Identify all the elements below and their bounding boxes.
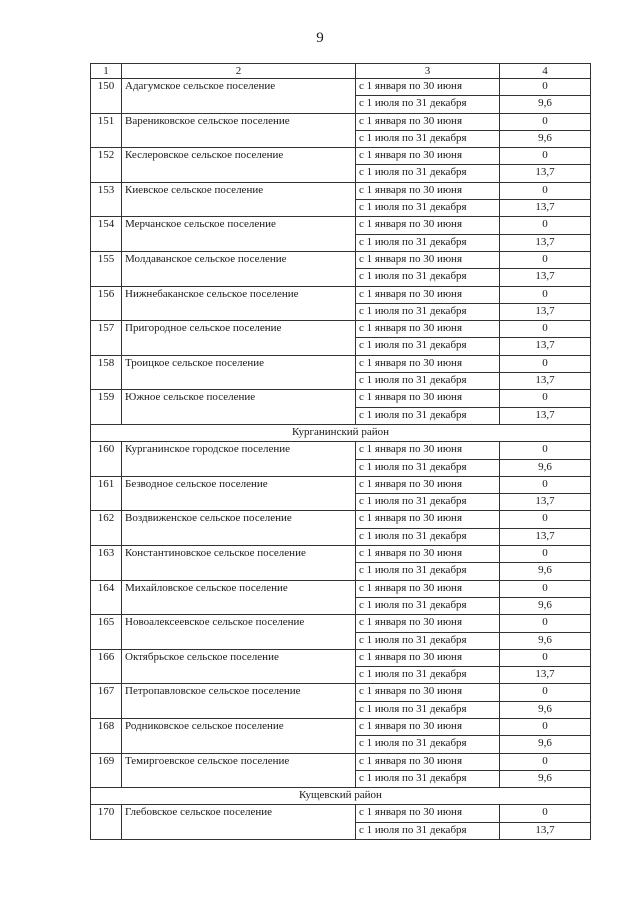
value-cell: 9,6	[500, 770, 591, 787]
period-cell: с 1 января по 30 июня	[356, 148, 500, 165]
period-cell: с 1 января по 30 июня	[356, 355, 500, 372]
value-cell: 0	[500, 286, 591, 303]
period-cell: с 1 июля по 31 декабря	[356, 96, 500, 113]
period-cell: с 1 июля по 31 декабря	[356, 667, 500, 684]
table-row	[91, 217, 591, 234]
period-cell: с 1 июля по 31 декабря	[356, 494, 500, 511]
row-number: 155	[91, 251, 122, 286]
value-cell: 0	[500, 148, 591, 165]
period-cell: с 1 января по 30 июня	[356, 649, 500, 666]
settlement-name: Троицкое сельское поселение	[122, 355, 356, 390]
settlement-name: Октябрьское сельское поселение	[122, 649, 356, 684]
period-cell: с 1 июля по 31 декабря	[356, 407, 500, 424]
value-cell: 0	[500, 251, 591, 268]
district-row	[91, 424, 591, 441]
value-cell: 0	[500, 684, 591, 701]
value-cell: 13,7	[500, 338, 591, 355]
value-cell: 9,6	[500, 597, 591, 614]
table-row	[91, 113, 591, 130]
value-cell: 9,6	[500, 632, 591, 649]
period-cell: с 1 июля по 31 декабря	[356, 597, 500, 614]
value-cell: 9,6	[500, 736, 591, 753]
period-cell: с 1 января по 30 июня	[356, 217, 500, 234]
settlement-name: Михайловское сельское поселение	[122, 580, 356, 615]
table-body	[91, 64, 591, 840]
period-cell: с 1 января по 30 июня	[356, 753, 500, 770]
period-cell: с 1 июля по 31 декабря	[356, 373, 500, 390]
header-row	[91, 64, 591, 79]
value-cell: 0	[500, 718, 591, 735]
row-number: 163	[91, 546, 122, 581]
row-number: 164	[91, 580, 122, 615]
table-row	[91, 321, 591, 338]
value-cell: 13,7	[500, 165, 591, 182]
value-cell: 9,6	[500, 96, 591, 113]
period-cell: с 1 января по 30 июня	[356, 321, 500, 338]
table-row	[91, 805, 591, 822]
settlements-table	[90, 63, 591, 840]
value-cell: 13,7	[500, 200, 591, 217]
period-cell: с 1 июля по 31 декабря	[356, 200, 500, 217]
period-cell: с 1 января по 30 июня	[356, 251, 500, 268]
period-cell: с 1 января по 30 июня	[356, 476, 500, 493]
table-row	[91, 442, 591, 459]
table-row	[91, 286, 591, 303]
period-cell: с 1 июля по 31 декабря	[356, 303, 500, 320]
value-cell: 9,6	[500, 563, 591, 580]
page-number: 9	[316, 30, 324, 46]
settlement-name: Пригородное сельское поселение	[122, 321, 356, 356]
table-row	[91, 718, 591, 735]
value-cell: 9,6	[500, 459, 591, 476]
value-cell: 13,7	[500, 494, 591, 511]
period-cell: с 1 июля по 31 декабря	[356, 269, 500, 286]
value-cell: 9,6	[500, 701, 591, 718]
period-cell: с 1 июля по 31 декабря	[356, 770, 500, 787]
value-cell: 0	[500, 546, 591, 563]
district-row	[91, 788, 591, 805]
period-cell: с 1 января по 30 июня	[356, 718, 500, 735]
period-cell: с 1 июля по 31 декабря	[356, 563, 500, 580]
settlement-name: Воздвиженское сельское поселение	[122, 511, 356, 546]
period-cell: с 1 января по 30 июня	[356, 113, 500, 130]
row-number: 168	[91, 718, 122, 753]
value-cell: 9,6	[500, 130, 591, 147]
value-cell: 0	[500, 753, 591, 770]
settlement-name: Нижнебаканское сельское поселение	[122, 286, 356, 321]
period-cell: с 1 января по 30 июня	[356, 580, 500, 597]
value-cell: 0	[500, 615, 591, 632]
table-row	[91, 753, 591, 770]
period-cell: с 1 июля по 31 декабря	[356, 130, 500, 147]
row-number: 160	[91, 442, 122, 477]
period-cell: с 1 июля по 31 декабря	[356, 165, 500, 182]
row-number: 166	[91, 649, 122, 684]
value-cell: 0	[500, 182, 591, 199]
period-cell: с 1 июля по 31 декабря	[356, 822, 500, 839]
value-cell: 13,7	[500, 822, 591, 839]
row-number: 159	[91, 390, 122, 425]
period-cell: с 1 июля по 31 декабря	[356, 338, 500, 355]
value-cell: 0	[500, 390, 591, 407]
district-heading: Кущевский район	[91, 788, 591, 805]
value-cell: 0	[500, 113, 591, 130]
table-row	[91, 684, 591, 701]
period-cell: с 1 июля по 31 декабря	[356, 528, 500, 545]
period-cell: с 1 января по 30 июня	[356, 286, 500, 303]
settlement-name: Безводное сельское поселение	[122, 476, 356, 511]
period-cell: с 1 января по 30 июня	[356, 390, 500, 407]
table-row	[91, 511, 591, 528]
value-cell: 13,7	[500, 373, 591, 390]
value-cell: 0	[500, 442, 591, 459]
table-row	[91, 476, 591, 493]
period-cell: с 1 июля по 31 декабря	[356, 234, 500, 251]
settlement-name: Константиновское сельское поселение	[122, 546, 356, 581]
settlement-name: Новоалексеевское сельское поселение	[122, 615, 356, 650]
value-cell: 13,7	[500, 528, 591, 545]
settlement-name: Варениковское сельское поселение	[122, 113, 356, 148]
settlement-name: Южное сельское поселение	[122, 390, 356, 425]
period-cell: с 1 июля по 31 декабря	[356, 459, 500, 476]
settlement-name: Темиргоевское сельское поселение	[122, 753, 356, 788]
period-cell: с 1 июля по 31 декабря	[356, 736, 500, 753]
settlement-name: Молдаванское сельское поселение	[122, 251, 356, 286]
value-cell: 0	[500, 511, 591, 528]
settlement-name: Киевское сельское поселение	[122, 182, 356, 217]
value-cell: 0	[500, 355, 591, 372]
period-cell: с 1 июля по 31 декабря	[356, 701, 500, 718]
settlement-name: Кеслеровское сельское поселение	[122, 148, 356, 183]
row-number: 151	[91, 113, 122, 148]
period-cell: с 1 января по 30 июня	[356, 442, 500, 459]
row-number: 161	[91, 476, 122, 511]
row-number: 169	[91, 753, 122, 788]
value-cell: 13,7	[500, 303, 591, 320]
header-cell: 3	[356, 64, 500, 79]
value-cell: 0	[500, 321, 591, 338]
row-number: 153	[91, 182, 122, 217]
value-cell: 13,7	[500, 407, 591, 424]
period-cell: с 1 января по 30 июня	[356, 182, 500, 199]
period-cell: с 1 января по 30 июня	[356, 79, 500, 96]
table-row	[91, 79, 591, 96]
table-row	[91, 251, 591, 268]
value-cell: 0	[500, 580, 591, 597]
table-row	[91, 390, 591, 407]
period-cell: с 1 января по 30 июня	[356, 511, 500, 528]
value-cell: 13,7	[500, 269, 591, 286]
value-cell: 0	[500, 649, 591, 666]
table-row	[91, 615, 591, 632]
period-cell: с 1 января по 30 июня	[356, 615, 500, 632]
row-number: 170	[91, 805, 122, 840]
header-cell: 1	[91, 64, 122, 79]
value-cell: 0	[500, 805, 591, 822]
period-cell: с 1 июля по 31 декабря	[356, 632, 500, 649]
row-number: 156	[91, 286, 122, 321]
row-number: 150	[91, 79, 122, 114]
row-number: 157	[91, 321, 122, 356]
header-cell: 4	[500, 64, 591, 79]
table-row	[91, 355, 591, 372]
row-number: 152	[91, 148, 122, 183]
value-cell: 13,7	[500, 667, 591, 684]
table-row	[91, 148, 591, 165]
header-cell: 2	[122, 64, 356, 79]
table-row	[91, 182, 591, 199]
row-number: 158	[91, 355, 122, 390]
settlement-name: Родниковское сельское поселение	[122, 718, 356, 753]
district-heading: Курганинский район	[91, 424, 591, 441]
table-row	[91, 649, 591, 666]
row-number: 165	[91, 615, 122, 650]
value-cell: 0	[500, 79, 591, 96]
settlement-name: Мерчанское сельское поселение	[122, 217, 356, 252]
period-cell: с 1 января по 30 июня	[356, 805, 500, 822]
row-number: 154	[91, 217, 122, 252]
period-cell: с 1 января по 30 июня	[356, 684, 500, 701]
value-cell: 0	[500, 217, 591, 234]
table-row	[91, 580, 591, 597]
settlement-name: Курганинское городское поселение	[122, 442, 356, 477]
table-row	[91, 546, 591, 563]
value-cell: 13,7	[500, 234, 591, 251]
settlement-name: Глебовское сельское поселение	[122, 805, 356, 840]
row-number: 162	[91, 511, 122, 546]
period-cell: с 1 января по 30 июня	[356, 546, 500, 563]
settlement-name: Адагумское сельское поселение	[122, 79, 356, 114]
settlement-name: Петропавловское сельское поселение	[122, 684, 356, 719]
row-number: 167	[91, 684, 122, 719]
value-cell: 0	[500, 476, 591, 493]
